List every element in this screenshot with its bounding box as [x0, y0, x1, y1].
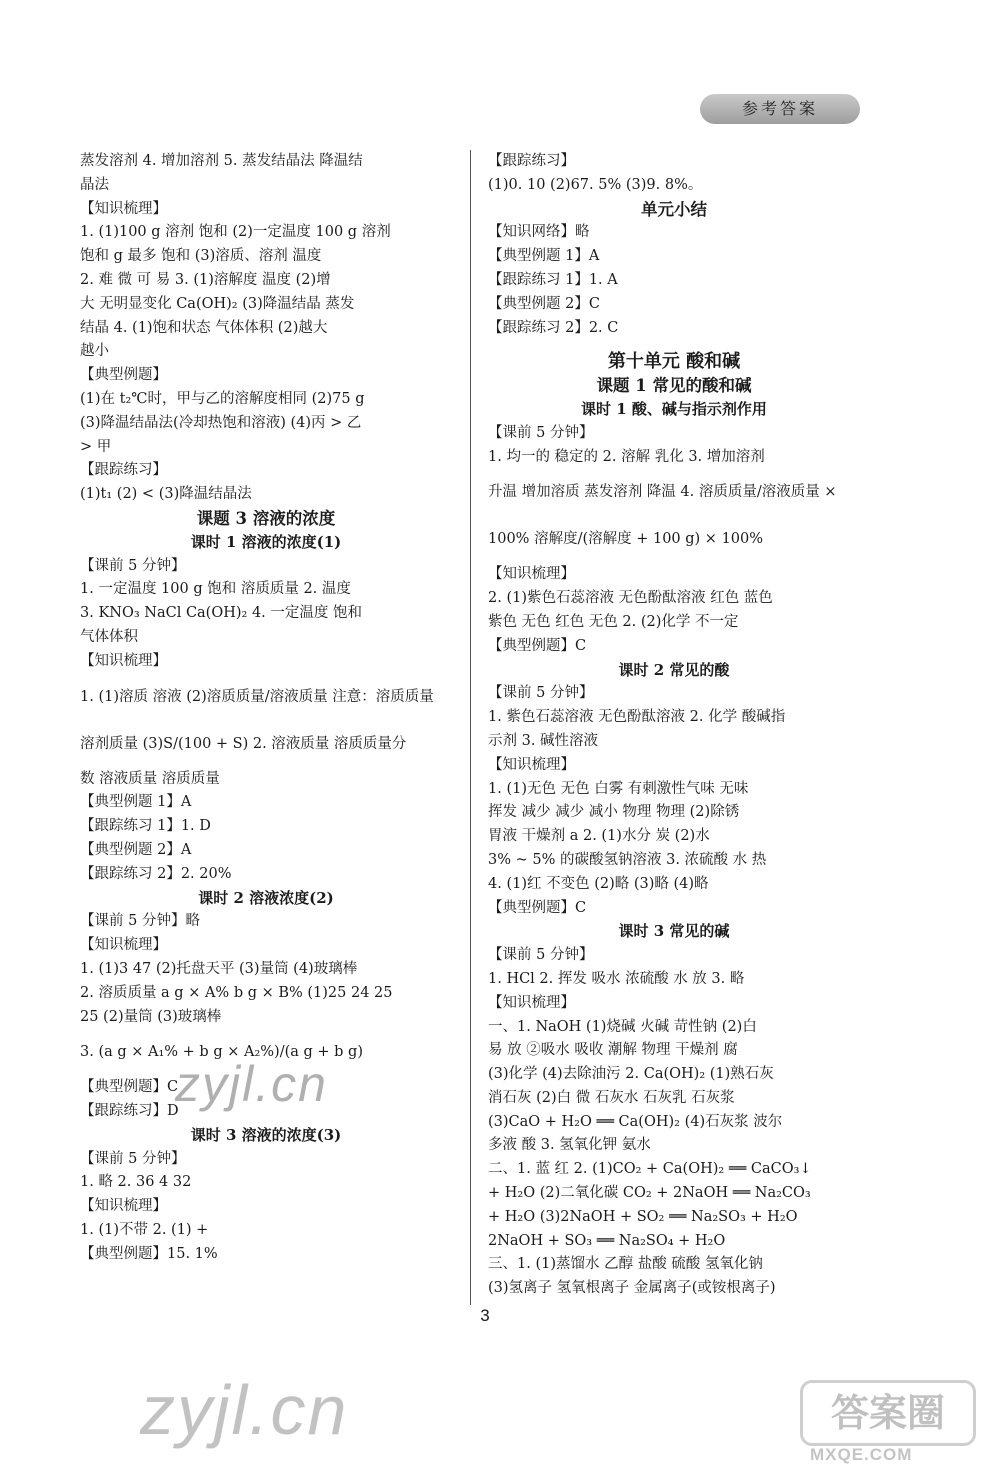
- answer-line: 【典型例题】C: [488, 899, 587, 916]
- answer-line: 【典型例题】C: [80, 1079, 179, 1096]
- answer-line: 【跟踪练习 1】1. D: [80, 818, 211, 835]
- answer-line: (1)在 t₂℃时，甲与乙的溶解度相同 (2)75 g: [80, 390, 365, 407]
- answer-line: 2. 溶质质量 a g × A% b g × B% (1)25 24 25: [80, 984, 393, 1001]
- answer-line: 25 (2)量筒 (3)玻璃棒: [80, 1008, 222, 1025]
- answer-line: 【典型例题】: [80, 367, 167, 384]
- answer-line: 【知识梳理】: [80, 652, 167, 669]
- section-heading: 课时 2 常见的酸: [618, 660, 730, 679]
- answer-line: 2NaOH + SO₃ ══ Na₂SO₄ + H₂O: [488, 1232, 726, 1249]
- watermark-mid: zyjl.cn: [175, 1056, 328, 1112]
- answer-line: 【跟踪练习 1】1. A: [488, 271, 618, 288]
- answer-line: 升温 增加溶质 蒸发溶剂 降温 4. 溶质质量/溶液质量 ×: [488, 484, 837, 501]
- answer-line: 1. 紫色石蕊溶液 无色酚酞溶液 2. 化学 酸碱指: [488, 709, 786, 726]
- watermark-logo: 答案圈: [800, 1380, 976, 1446]
- answer-line: 1. 均一的 稳定的 2. 溶解 乳化 3. 增加溶剂: [488, 448, 765, 465]
- answer-line: 100% 溶解度/(溶解度 + 100 g) × 100%: [488, 531, 764, 548]
- section-heading: 课题 3 溶液的浓度: [196, 508, 336, 528]
- section-heading: 课时 3 溶液的浓度(3): [190, 1125, 342, 1144]
- answer-line: (3)氢离子 氢氧根离子 金属离子(或铵根离子): [488, 1280, 776, 1297]
- answer-line: 饱和 g 最多 饱和 (3)溶质、溶剂 温度: [80, 248, 322, 265]
- answer-line: 1. (1)3 47 (2)托盘天平 (3)量筒 (4)玻璃棒: [80, 960, 358, 977]
- answer-line: 【典型例题 1】A: [488, 248, 600, 265]
- answer-line: 【知识梳理】: [488, 566, 575, 583]
- section-heading: 课时 3 常见的碱: [618, 922, 730, 941]
- answer-line: 【典型例题 1】A: [80, 794, 192, 811]
- answer-line: 示剂 3. 碱性溶液: [488, 732, 599, 749]
- section-heading: 课时 1 酸、碱与指示剂作用: [581, 399, 767, 418]
- answer-line: 【知识梳理】: [488, 756, 575, 773]
- answer-line: 蒸发溶剂 4. 增加溶剂 5. 蒸发结晶法 降温结: [80, 153, 363, 169]
- answer-line: 【知识梳理】: [488, 994, 575, 1011]
- right-column: [488, 150, 860, 1301]
- answer-line: 【典型例题 2】A: [80, 841, 192, 858]
- answer-line: 溶剂质量 (3)S/(100 + S) 2. 溶液质量 溶质质量分: [80, 735, 407, 752]
- answer-line: 数 溶液质量 溶质质量: [80, 770, 220, 787]
- answer-line: 1. (1)不带 2. (1) +: [80, 1222, 209, 1239]
- answer-line: 【课前 5 分钟】: [80, 557, 186, 574]
- section-heading: 课时 2 溶液浓度(2): [198, 888, 334, 907]
- answer-line: > 甲: [80, 438, 112, 455]
- answer-line: 1. HCl 2. 挥发 吸水 浓硫酸 水 放 3. 略: [488, 970, 745, 987]
- answer-line: 【跟踪练习】D: [80, 1103, 179, 1120]
- section-heading: 课题 1 常见的酸和碱: [596, 376, 752, 396]
- answer-line: 【课前 5 分钟】: [80, 1150, 186, 1167]
- answer-line: 晶法: [80, 176, 109, 193]
- answer-line: + H₂O (3)2NaOH + SO₂ ══ Na₂SO₃ + H₂O: [488, 1208, 798, 1225]
- answer-line: 1. 一定温度 100 g 饱和 溶质质量 2. 温度: [80, 581, 351, 598]
- answer-line: 气体体积: [80, 628, 138, 645]
- answer-line: 3% ~ 5% 的碳酸氢钠溶液 3. 浓硫酸 水 热: [488, 851, 767, 868]
- answer-line: 【课前 5 分钟】: [488, 947, 594, 964]
- answer-line: (3)化学 (4)去除油污 2. Ca(OH)₂ (1)熟石灰: [488, 1066, 774, 1083]
- answer-line: 越小: [80, 343, 109, 360]
- answer-line: 二、1. 蓝 红 2. (1)CO₂ + Ca(OH)₂ ══ CaCO₃↓: [488, 1161, 812, 1178]
- answer-line: 【课前 5 分钟】: [488, 424, 594, 441]
- answer-line: 1. (1)溶质 溶液 (2)溶质质量/溶液质量 注意：溶质质量: [80, 688, 434, 705]
- answer-line: 3. (a g × A₁% + b g × A₂%)/(a g + b g): [80, 1044, 363, 1061]
- answer-line: 2. 难 微 可 易 3. (1)溶解度 温度 (2)增: [80, 271, 331, 288]
- answer-line: 【课前 5 分钟】略: [80, 913, 200, 930]
- answer-line: 【知识网络】略: [488, 224, 590, 241]
- watermark-bottom: zyjl.cn: [140, 1371, 349, 1449]
- answer-line: 【典型例题】C: [488, 637, 587, 654]
- answer-line: 多液 酸 3. 氢氧化钾 氨水: [488, 1137, 651, 1154]
- answer-line: 1. (1)无色 无色 白雾 有刺激性气味 无味: [488, 780, 749, 797]
- page-number: 3: [480, 1306, 490, 1325]
- answer-line: 【跟踪练习 2】2. 20%: [80, 865, 232, 882]
- answer-line: 【知识梳理】: [80, 200, 167, 217]
- answer-line: 【知识梳理】: [80, 1198, 167, 1215]
- answer-line: 【典型例题】15. 1%: [80, 1245, 218, 1262]
- answer-line: 【典型例题 2】C: [488, 295, 600, 312]
- answer-line: 4. (1)红 不变色 (2)略 (3)略 (4)略: [488, 875, 709, 892]
- column-divider: [470, 150, 471, 1305]
- section-heading: 第十单元 酸和碱: [607, 351, 741, 373]
- answer-line: 1. 略 2. 36 4 32: [80, 1174, 192, 1191]
- answer-line: 【跟踪练习】: [80, 462, 167, 479]
- answer-line: 【知识梳理】: [80, 937, 167, 954]
- section-heading: 课时 1 溶液的浓度(1): [190, 532, 342, 551]
- answer-line: (3)降温结晶法(冷却热饱和溶液) (4)丙 > 乙: [80, 414, 362, 431]
- answer-line: 大 无明显变化 Ca(OH)₂ (3)降温结晶 蒸发: [80, 295, 355, 312]
- answer-line: 2. (1)紫色石蕊溶液 无色酚酞溶液 红色 蓝色: [488, 590, 773, 607]
- watermark-url: MXQE.COM: [810, 1445, 913, 1464]
- answer-line: (3)CaO + H₂O ══ Ca(OH)₂ (4)石灰浆 波尔: [488, 1113, 783, 1130]
- answer-line: 1. (1)100 g 溶剂 饱和 (2)一定温度 100 g 溶剂: [80, 224, 391, 241]
- section-heading: 单元小结: [641, 199, 707, 219]
- answer-line: 一、1. NaOH (1)烧碱 火碱 苛性钠 (2)白: [488, 1018, 757, 1035]
- answer-line: 结晶 4. (1)饱和状态 气体体积 (2)越大: [80, 319, 328, 336]
- answer-line: + H₂O (2)二氧化碳 CO₂ + 2NaOH ══ Na₂CO₃: [488, 1185, 811, 1202]
- answer-line: 【跟踪练习 2】2. C: [488, 319, 619, 336]
- answer-line: 挥发 减少 减少 减小 物理 物理 (2)除锈: [488, 804, 740, 821]
- answer-line: 3. KNO₃ NaCl Ca(OH)₂ 4. 一定温度 饱和: [80, 605, 363, 622]
- answer-line: 易 放 ②吸水 吸收 潮解 物理 干燥剂 腐: [488, 1042, 738, 1059]
- answer-line: 【跟踪练习】: [488, 153, 575, 169]
- answer-line: 紫色 无色 红色 无色 2. (2)化学 不一定: [488, 613, 739, 630]
- answer-line: 消石灰 (2)白 微 石灰水 石灰乳 石灰浆: [488, 1089, 735, 1106]
- answer-line: 三、1. (1)蒸馏水 乙醇 盐酸 硫酸 氢氧化钠: [488, 1256, 763, 1273]
- answer-line: 【课前 5 分钟】: [488, 685, 594, 702]
- answer-line: 胃液 干燥剂 a 2. (1)水分 炭 (2)水: [488, 828, 710, 845]
- answer-line: (1)t₁ (2) < (3)降温结晶法: [80, 486, 252, 503]
- answer-line: (1)0. 10 (2)67. 5% (3)9. 8%。: [488, 176, 703, 193]
- answer-key-tab: 参考答案: [700, 94, 860, 124]
